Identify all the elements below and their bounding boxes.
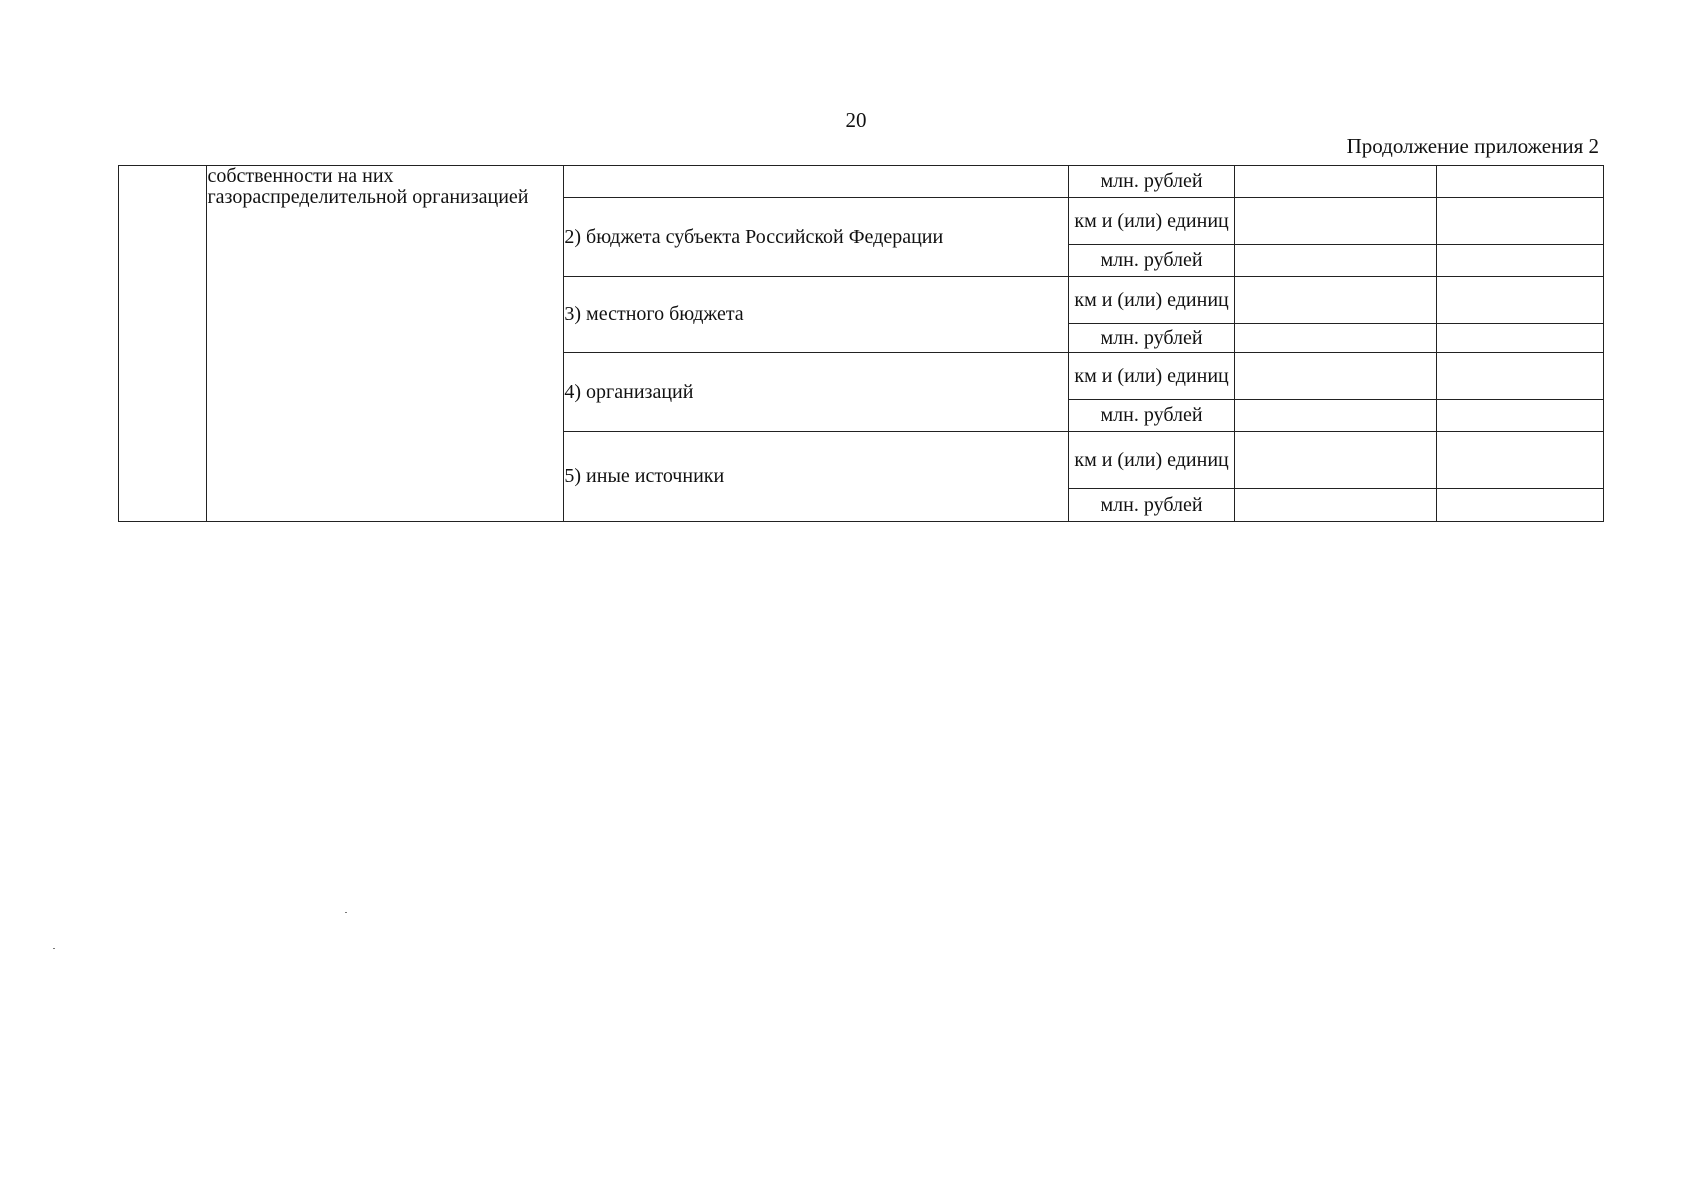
source-cell: 2) бюджета субъекта Российской Федерации bbox=[564, 198, 1069, 277]
scan-speck bbox=[53, 948, 55, 949]
source-cell: 3) местного бюджета bbox=[564, 277, 1069, 353]
unit-cell: млн. рублей bbox=[1069, 166, 1235, 198]
unit-cell: км и (или) единиц bbox=[1069, 353, 1235, 400]
unit-cell: км и (или) единиц bbox=[1069, 432, 1235, 489]
unit-cell: млн. рублей bbox=[1069, 489, 1235, 522]
appendix-note: Продолжение приложения 2 bbox=[1346, 134, 1599, 158]
source-cell bbox=[564, 166, 1069, 198]
row-label-cell: собственности на них газораспределительной организацией bbox=[207, 166, 564, 522]
scan-speck bbox=[345, 912, 347, 913]
unit-cell: км и (или) единиц bbox=[1069, 277, 1235, 324]
value-cell bbox=[1235, 324, 1437, 353]
value-cell bbox=[1235, 432, 1437, 489]
value-cell bbox=[1437, 353, 1604, 400]
value-cell bbox=[1235, 198, 1437, 245]
value-cell bbox=[1437, 277, 1604, 324]
value-cell bbox=[1235, 400, 1437, 432]
table-row bbox=[119, 166, 1604, 198]
unit-cell: млн. рублей bbox=[1069, 245, 1235, 277]
unit-cell: млн. рублей bbox=[1069, 324, 1235, 353]
funding-table bbox=[118, 165, 1604, 522]
index-cell bbox=[119, 166, 207, 522]
value-cell bbox=[1437, 400, 1604, 432]
value-cell bbox=[1235, 245, 1437, 277]
source-cell: 4) организаций bbox=[564, 353, 1069, 432]
source-cell: 5) иные источники bbox=[564, 432, 1069, 522]
unit-cell: км и (или) единиц bbox=[1069, 198, 1235, 245]
value-cell bbox=[1437, 324, 1604, 353]
value-cell bbox=[1437, 198, 1604, 245]
value-cell bbox=[1235, 277, 1437, 324]
value-cell bbox=[1437, 245, 1604, 277]
value-cell bbox=[1235, 353, 1437, 400]
value-cell bbox=[1437, 489, 1604, 522]
value-cell bbox=[1235, 166, 1437, 198]
value-cell bbox=[1437, 432, 1604, 489]
value-cell bbox=[1235, 489, 1437, 522]
unit-cell: млн. рублей bbox=[1069, 400, 1235, 432]
value-cell bbox=[1437, 166, 1604, 198]
page-number: 20 bbox=[845, 108, 867, 132]
